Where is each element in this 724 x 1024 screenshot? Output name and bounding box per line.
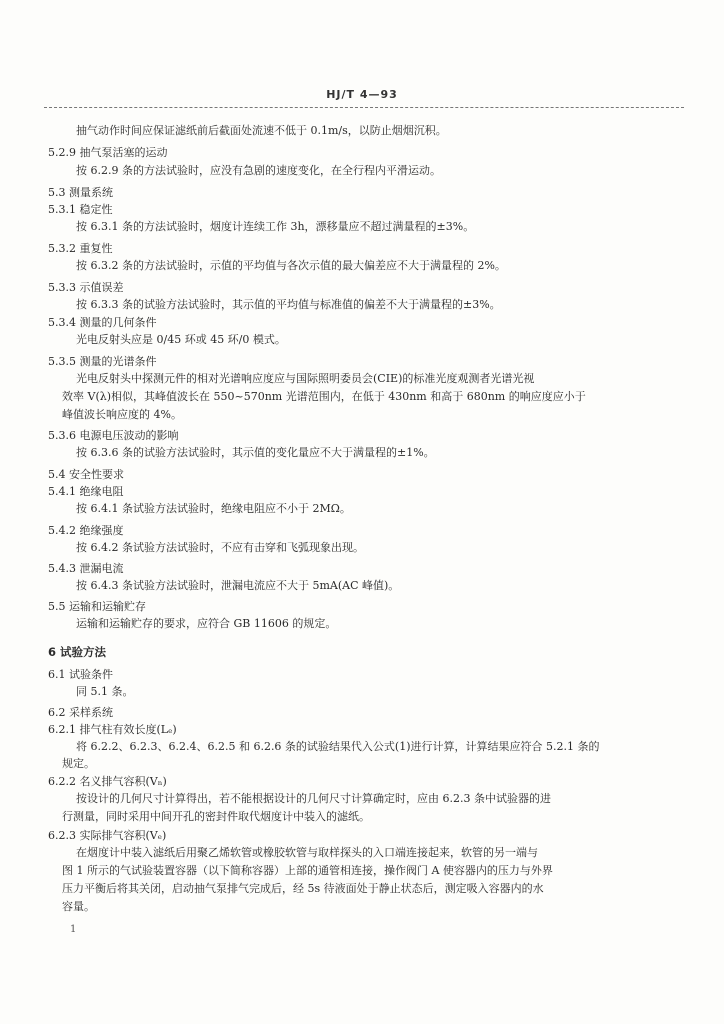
text-line: 行测量，同时采用中间开孔的密封件取代烟度计中装入的滤纸。 — [62, 810, 370, 823]
text-line: 按 6.3.6 条的试验方法试验时，其示值的变化量应不大于满量程的±1%。 — [76, 446, 435, 459]
section-heading: 5.3 测量系统 — [48, 186, 113, 199]
text-line: 按 6.4.1 条试验方法试验时，绝缘电阻应不小于 2MΩ。 — [76, 502, 351, 515]
section-heading: 6.1 试验条件 — [48, 668, 113, 681]
header-rule — [44, 107, 684, 108]
text-line: 按 6.3.3 条的试验方法试验时，其示值的平均值与标准值的偏差不大于满量程的±3%。 — [76, 298, 501, 311]
section-heading: 5.3.5 测量的光谱条件 — [48, 355, 157, 368]
text-line: 按 6.4.2 条试验方法试验时，不应有击穿和飞弧现象出现。 — [76, 541, 364, 554]
text-line: 按 6.3.1 条的方法试验时，烟度计连续工作 3h，漂移量应不超过满量程的±3%。 — [76, 220, 475, 233]
section-heading: 5.4 安全性要求 — [48, 468, 124, 481]
section-heading: 5.4.2 绝缘强度 — [48, 524, 124, 537]
section-heading: 5.3.6 电源电压波动的影响 — [48, 429, 179, 442]
text-line: 按 6.2.9 条的方法试验时，应没有急剧的速度变化，在全行程内平滑运动。 — [76, 164, 441, 177]
section-heading: 6.2.2 名义排气容积(Vₙ) — [48, 775, 167, 788]
section-heading: 5.3.4 测量的几何条件 — [48, 316, 157, 329]
text-line: 抽气动作时间应保证滤纸前后截面处流速不低于 0.1m/s，以防止烟烟沉积。 — [76, 124, 447, 137]
text-line: 峰值波长响应度的 4%。 — [62, 408, 182, 421]
text-line: 容量。 — [62, 900, 95, 913]
text-line: 规定。 — [62, 757, 95, 770]
text-line: 效率 V(λ)相似，其峰值波长在 550~570nm 光谱范围内，在低于 430nm 和高于 680nm 的响应度应小于 — [62, 390, 586, 403]
section-heading: 5.4.1 绝缘电阻 — [48, 485, 124, 498]
chapter-heading: 6 试验方法 — [48, 645, 107, 659]
text-line: 光电反射头中探测元件的相对光谱响应度应与国际照明委员会(CIE)的标准光度观测者光谱光视 — [76, 372, 535, 385]
section-heading: 6.2.3 实际排气容积(Vₑ) — [48, 829, 167, 842]
text-line: 光电反射头应是 0/45 环或 45 环/0 模式。 — [76, 333, 286, 346]
text-line: 按设计的几何尺寸计算得出，若不能根据设计的几何尺寸计算确定时，应由 6.2.3 条中试验器的进 — [76, 792, 551, 805]
text-line: 按 6.3.2 条的方法试验时，示值的平均值与各次示值的最大偏差应不大于满量程的 2%。 — [76, 259, 506, 272]
text-line: 同 5.1 条。 — [76, 685, 134, 698]
text-line: 在烟度计中装入滤纸后用聚乙烯软管或橡胶软管与取样探头的入口端连接起来，软管的另一端与 — [76, 846, 538, 859]
standard-code-header: HJ/T 4—93 — [326, 88, 398, 101]
section-heading: 6.2 采样系统 — [48, 706, 113, 719]
section-heading: 5.4.3 泄漏电流 — [48, 562, 124, 575]
section-heading: 6.2.1 排气柱有效长度(Lₑ) — [48, 723, 177, 736]
text-line: 图 1 所示的气试验装置容器（以下简称容器）上部的通管相连接，操作阀门 A 使容器内的压力与外界 — [62, 864, 553, 877]
text-line: 压力平衡后将其关闭，启动抽气泵排气完成后，经 5s 待液面处于静止状态后，测定吸入容器内的水 — [62, 882, 544, 895]
footer-mark: 1 — [70, 924, 77, 935]
section-heading: 5.2.9 抽气泵活塞的运动 — [48, 146, 168, 159]
section-heading: 5.3.1 稳定性 — [48, 203, 113, 216]
section-heading: 5.3.3 示值误差 — [48, 281, 124, 294]
text-line: 将 6.2.2、6.2.3、6.2.4、6.2.5 和 6.2.6 条的试验结果代入公式(1)进行计算，计算结果应符合 5.2.1 条的 — [76, 740, 600, 753]
section-heading: 5.3.2 重复性 — [48, 242, 113, 255]
text-line: 运输和运输贮存的要求，应符合 GB 11606 的规定。 — [76, 617, 337, 630]
section-heading: 5.5 运输和运输贮存 — [48, 600, 146, 613]
text-line: 按 6.4.3 条试验方法试验时，泄漏电流应不大于 5mA(AC 峰值)。 — [76, 579, 400, 592]
